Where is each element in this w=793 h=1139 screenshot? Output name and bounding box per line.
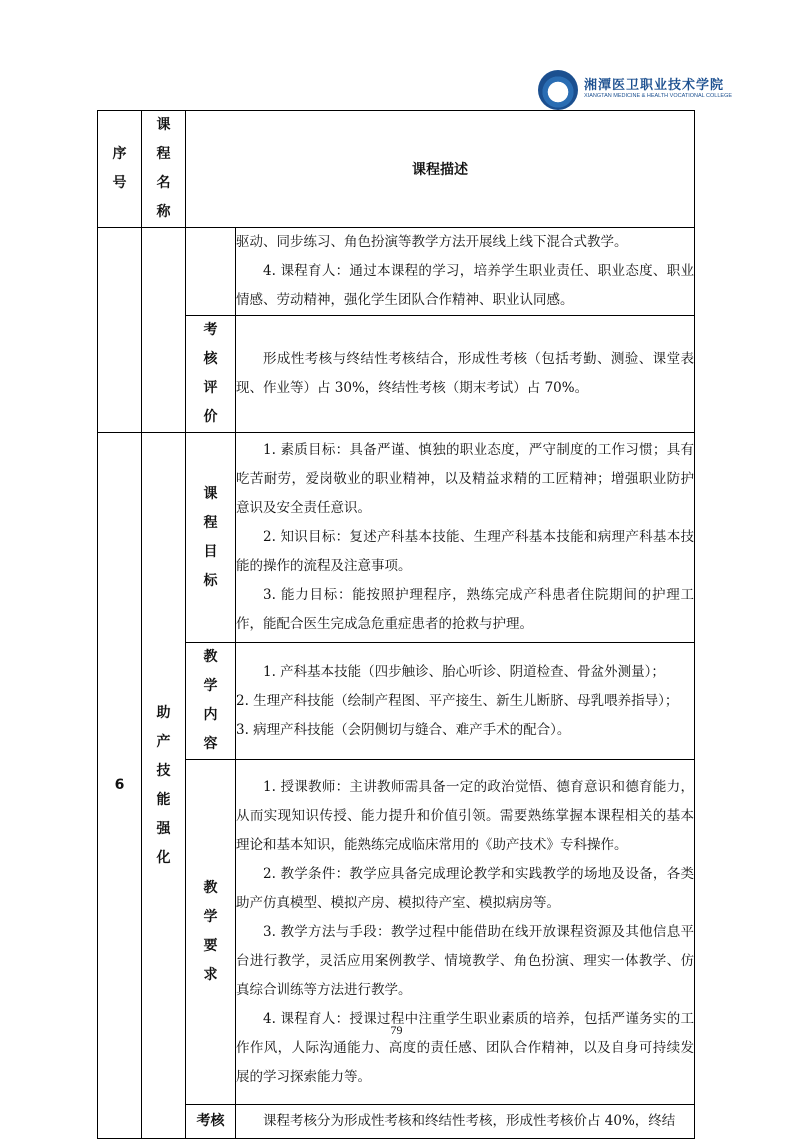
table-row [98,316,695,433]
logo-chinese-name: 湘潭医卫职业技术学院 [584,78,725,93]
table-row [98,760,695,1105]
prev-assess-label: 考核评价 [186,316,236,433]
table-row [98,643,695,760]
course-index: 6 [98,433,142,1139]
table-header-row [98,111,695,228]
header-index: 序号 [98,111,142,228]
college-logo [538,70,733,110]
content-label: 教学内容 [186,643,236,760]
goal-label: 课程目标 [186,433,236,643]
header-course-name: 课程名称 [142,111,186,228]
page-number: 79 [390,1023,403,1037]
requirement-label: 教学要求 [186,760,236,1105]
goal-text: 1. 素质目标：具备严谨、慎独的职业态度，严守制度的工作习惯；具有吃苦耐劳，爱岗敬业的职业精神，以及精益求精的工匠精神；增强职业防护意识及安全责任意识。 2. 知识目标：复述产科基本技能、生理产科基本技能和病理产科基本技能的操作的流程及注意事项。 3. 能力目标：能按照护理程序，熟练完成产科患者住院期间的护理工作，能配合医生完成急危重症患者的抢救与护理。 [236,433,695,643]
table-row [98,228,695,316]
college-emblem-icon [538,70,578,110]
prev-req-text: 驱动、同步练习、角色扮演等教学方法开展线上线下混合式教学。 4. 课程育人：通过本课程的学习，培养学生职业责任、职业态度、职业情感、劳动精神，强化学生团队合作精神、职业认同感。 [236,228,695,316]
prev-req-label-cell [186,228,236,316]
logo-english-name: XIANGTAN MEDICINE & HEALTH VOCATIONAL COLLEGE [584,93,733,99]
table-row [98,433,695,643]
prev-index-cell [98,228,142,433]
course-name: 助产技能强化 [142,433,186,1139]
assess-label: 考核 [186,1105,236,1139]
prev-name-cell [142,228,186,433]
header-description: 课程描述 [186,111,695,228]
course-table [97,110,695,1139]
assess-text: 课程考核分为形成性考核和终结性考核，形成性考核价占 40%，终结 [236,1105,695,1139]
prev-assess-text: 形成性考核与终结性考核结合，形成性考核（包括考勤、测验、课堂表现、作业等）占 30%，终结性考核（期末考试）占 70%。 [236,316,695,433]
requirement-text: 1. 授课教师：主讲教师需具备一定的政治觉悟、德育意识和德育能力，从而实现知识传授、能力提升和价值引领。需要熟练掌握本课程相关的基本理论和基本知识，能熟练完成临床常用的《助产技术》专科操作。 2. 教学条件：教学应具备完成理论教学和实践教学的场地及设备，各类助产仿真模型、模拟产房、模拟待产室、模拟病房等。 3. 教学方法与手段：教学过程中能借助在线开放课程资源及其他信息平台进行教学，灵活应用案例教学、情境教学、角色扮演、理实一体教学、仿真综合训练等方法进行教学。 4. 课程育人：授课过程中注重学生职业素质的培养，包括严谨务实的工作作风，人际沟通能力、高度的责任感、团队合作精神，以及自身可持续发展的学习探索能力等。 [236,760,695,1105]
content-text: 1. 产科基本技能（四步触诊、胎心听诊、阴道检查、骨盆外测量）； 2. 生理产科技能（绘制产程图、平产接生、新生儿断脐、母乳喂养指导）； 3. 病理产科技能（会阴侧切与缝合、难产手术的配合）。 [236,643,695,760]
